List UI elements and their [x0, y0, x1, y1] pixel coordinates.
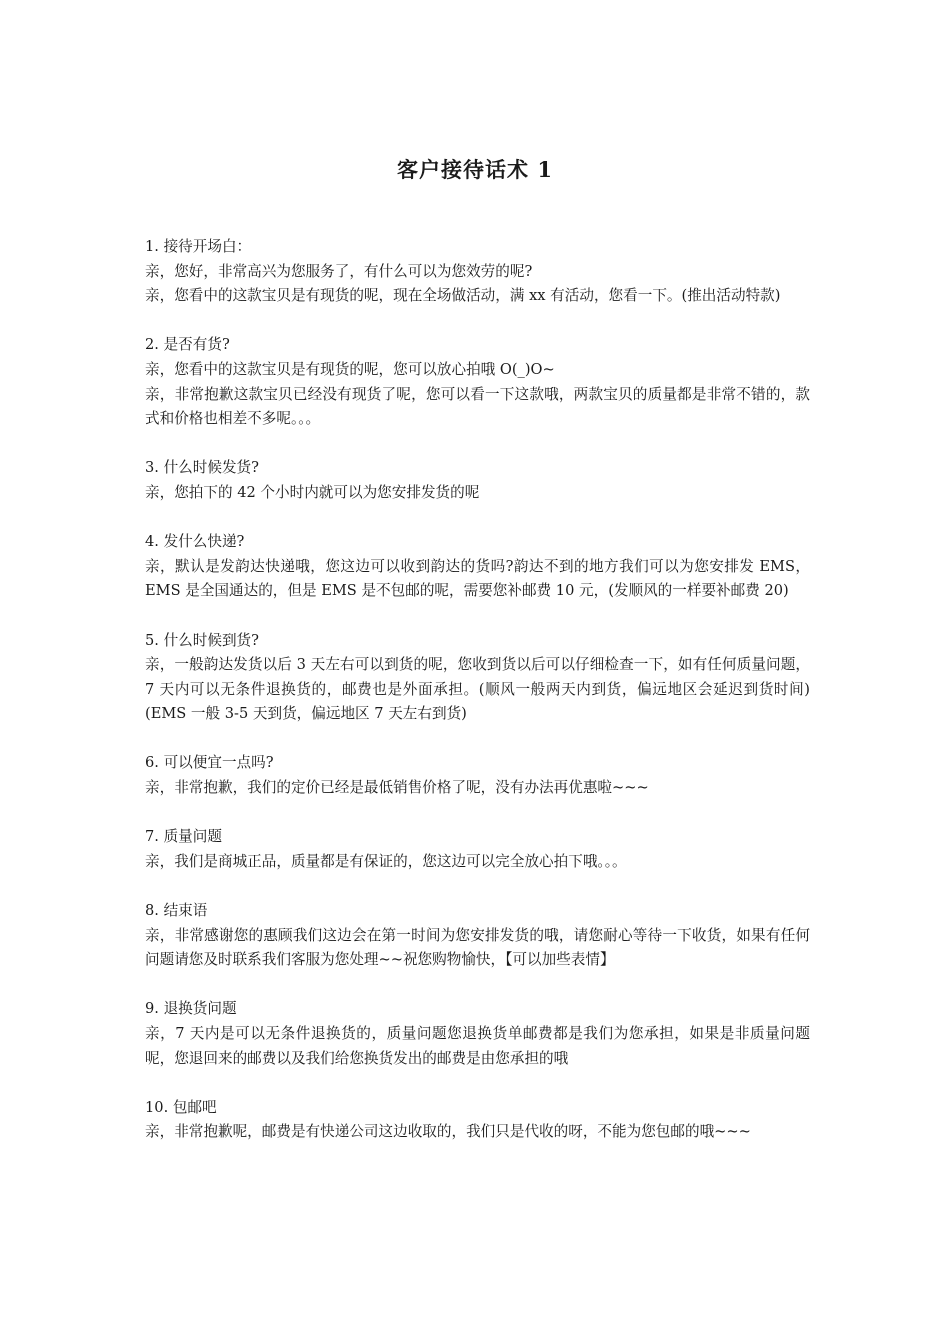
section-free-shipping [145, 1096, 810, 1145]
section-line: 亲，非常感谢您的惠顾我们这边会在第一时间为您安排发货的哦，请您耐心等待一下收货，如果有任何问题请您及时联系我们客服为您处理~~祝您购物愉快，【可以加些表情】 [145, 926, 810, 969]
section-arrival [145, 629, 810, 727]
section-line: 亲，非常抱歉，我们的定价已经是最低销售价格了呢，没有办法再优惠啦~~~ [145, 779, 649, 797]
section-shipping-time [145, 456, 810, 505]
section-courier [145, 530, 810, 604]
section-line: 亲，我们是商城正品，质量都是有保证的，您这边可以完全放心拍下哦。。。 [145, 852, 627, 870]
section-opening [145, 235, 810, 309]
section-heading: 10. 包邮吧 [145, 1098, 217, 1116]
section-stock [145, 333, 810, 431]
section-line: 亲，7 天内是可以无条件退换货的，质量问题您退换货单邮费都是我们为您承担，如果是非质量问题呢，您退回来的邮费以及我们给您换货发出的邮费是由您承担的哦 [145, 1025, 810, 1067]
section-heading: 1. 接待开场白： [145, 238, 252, 255]
section-line: 亲，您拍下的 42 个小时内就可以为您安排发货的呢 [145, 483, 480, 501]
section-heading: 9. 退换货问题 [145, 1000, 237, 1018]
section-heading: 7. 质量问题 [145, 828, 222, 846]
section-heading: 3. 什么时候发货? [145, 459, 259, 477]
section-line: 亲，非常抱歉呢，邮费是有快递公司这边收取的，我们只是代收的呀，不能为您包邮的哦~~~ [145, 1123, 751, 1141]
section-line: 亲，非常抱歉这款宝贝已经没有现货了呢，您可以看一下这款哦，两款宝贝的质量都是非常不错的，款式和价格也相差不多呢。。。 [145, 385, 810, 428]
section-heading: 8. 结束语 [145, 902, 208, 920]
section-line: 亲，您看中的这款宝贝是有现货的呢，您可以放心拍哦 O(_)O~ [145, 360, 555, 378]
section-heading: 2. 是否有货? [145, 336, 230, 354]
section-line: 亲，您好，非常高兴为您服务了，有什么可以为您效劳的呢? [145, 262, 533, 280]
section-heading: 5. 什么时候到货? [145, 631, 259, 649]
document-title: 客户接待话术 1 [397, 157, 553, 182]
document-body [145, 235, 810, 1170]
section-quality [145, 825, 810, 874]
section-line: 亲，一般韵达发货以后 3 天左右可以到货的呢，您收到货以后可以仔细检查一下，如有任何质量问题，7 天内可以无条件退换货的，邮费也是外面承担。(顺风一般两天内到货，偏远地区会延迟到货时间)(EMS 一般 3-5 天到货，偏远地区 7 天左右到货) [145, 656, 810, 723]
section-heading: 4. 发什么快递? [145, 533, 245, 551]
section-line: 亲，您看中的这款宝贝是有现货的呢，现在全场做活动，满 xx 有活动，您看一下。(推出活动特款) [145, 287, 781, 305]
section-closing [145, 899, 810, 973]
section-discount [145, 751, 810, 800]
section-line: 亲，默认是发韵达快递哦，您这边可以收到韵达的货吗?韵达不到的地方我们可以为您安排发 EMS，EMS 是全国通达的，但是 EMS 是不包邮的呢，需要您补邮费 10 元，(发顺风的一样要补邮费 20) [145, 557, 810, 600]
section-heading: 6. 可以便宜一点吗? [145, 754, 274, 772]
section-returns [145, 997, 810, 1071]
